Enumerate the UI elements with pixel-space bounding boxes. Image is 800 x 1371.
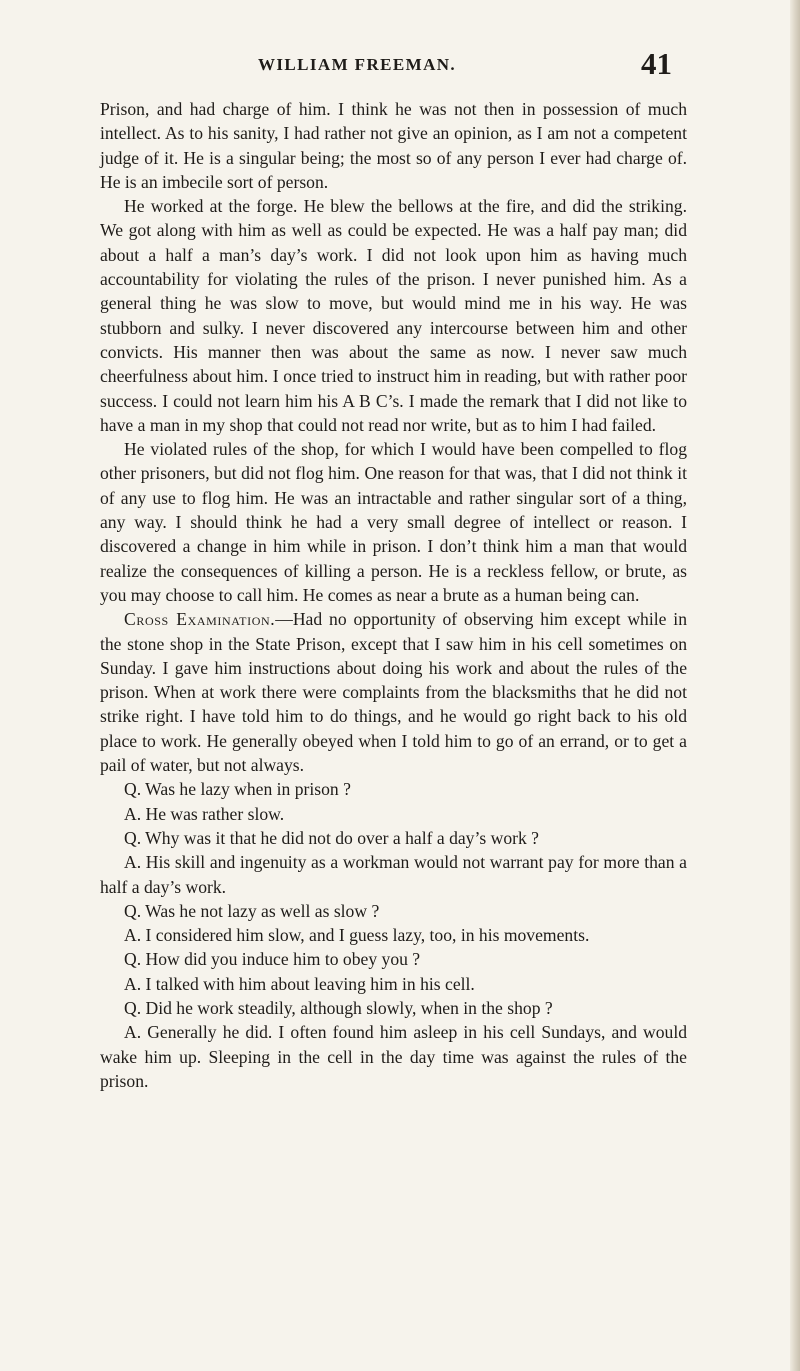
page-body xyxy=(100,97,687,1093)
qa-line: A. His skill and ingenuity as a workman would not warrant pay for more than a half a day’s work. xyxy=(100,852,687,897)
paragraph: He violated rules of the shop, for which I would have been compelled to flog other prisoners, but did not flog him. One reason for that was, that I did not think it of any use to flog him. He was an intractable and rather singular sort of a thing, any way. I should think he had a very small degree of intellect or reason. I discovered a change in him while in prison. I don’t think him a man that would realize the consequences of killing a person. He is a reckless fellow, or brute, as you may choose to call him. He comes as near a brute as a human being can. xyxy=(100,439,687,605)
paragraph: He worked at the forge. He blew the bellows at the fire, and did the striking. We got along with him as well as could be expected. He was a half pay man; did about a half a man’s day’s work. I did not look upon him as having much accountability for violating the rules of the prison. I never punished him. As a general thing he was slow to move, but would mind me in his way. He was stubborn and sulky. I never discovered any intercourse between him and other convicts. His manner then was about the same as now. I never saw much cheerfulness about him. I once tried to instruct him in reading, but with rather poor success. I could not learn him his A B C’s. I made the remark that I did not like to have a man in my shop that could not read nor write, but as to him I had failed. xyxy=(100,196,687,435)
qa-line: A. I talked with him about leaving him in his cell. xyxy=(124,973,475,994)
page-number: 41 xyxy=(641,46,672,81)
qa-line: Q. Why was it that he did not do over a half a day’s work ? xyxy=(124,827,539,848)
cross-examination-text: —Had no opportunity of observing him except while in the stone shop in the State Prison, except that I saw him in his cell sometimes on Sunday. I gave him instructions about doing his work and about the rules of the prison. When at work there were complaints from the blacksmiths that he did not strike right. I have told him to do things, and he would go right back to his old place to work. He generally obeyed when I told him to go of an errand, or to get a pail of water, but not always. xyxy=(100,609,687,776)
qa-line: Q. How did you induce him to obey you ? xyxy=(124,949,421,970)
qa-line: Q. Was he lazy when in prison ? xyxy=(124,779,351,800)
cross-examination-paragraph xyxy=(100,607,687,777)
qa-line: Q. Was he not lazy as well as slow ? xyxy=(124,900,380,921)
qa-line: A. He was rather slow. xyxy=(124,803,285,824)
cross-examination-heading: Cross Examination. xyxy=(124,609,276,630)
qa-line: A. I considered him slow, and I guess lazy, too, in his movements. xyxy=(124,925,590,946)
page-edge-shadow xyxy=(790,0,800,1371)
paragraph: Prison, and had charge of him. I think he was not then in possession of much intellect. As to his sanity, I had rather not give an opinion, as I am not a competent judge of it. He is a singular being; the most so of any person I ever had charge of. He is an imbecile sort of person. xyxy=(100,99,687,192)
qa-line: A. Generally he did. I often found him asleep in his cell Sundays, and would wake him up. Sleeping in the cell in the day time was against the rules of the prison. xyxy=(100,1022,687,1091)
qa-line: Q. Did he work steadily, although slowly, when in the shop ? xyxy=(124,997,553,1018)
running-head: WILLIAM FREEMAN. xyxy=(258,55,457,74)
